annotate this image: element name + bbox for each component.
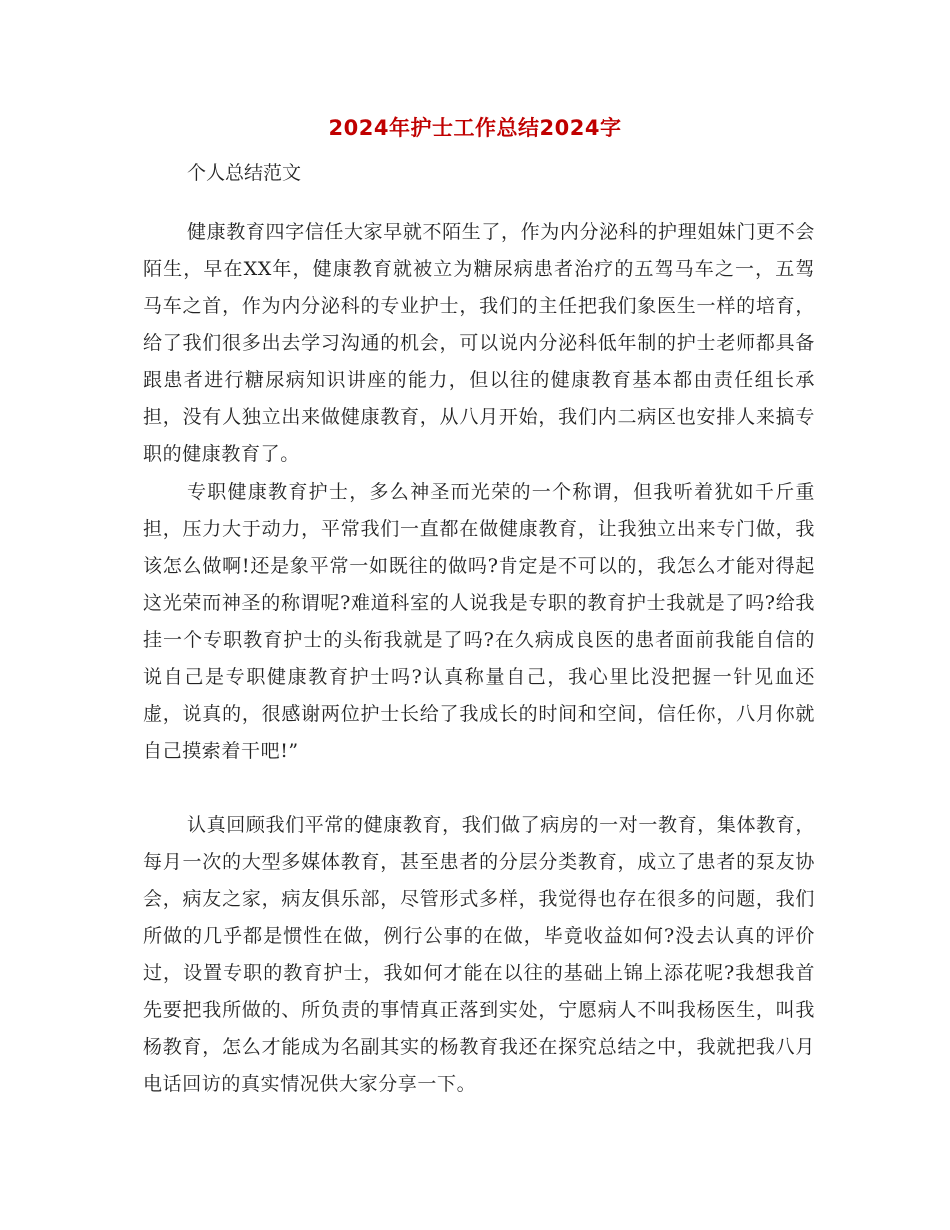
document-subtitle: 个人总结范文 — [187, 162, 302, 184]
document-title: 2024年护士工作总结2024字 — [328, 116, 622, 140]
paragraph-2: 专职健康教育护士，多么神圣而光荣的一个称谓，但我听着犹如千斤重担，压力大于动力，平常我们一直都在做健康教育，让我独立出来专门做，我该怎么做啊!还是象平常一如既往的做吗?肯定是不可以的，我怎么才能对得起这光荣而神圣的称谓呢?难道科室的人说我是专职的教育护士我就是了吗?给我挂一个专职教育护士的头衔我就是了吗?在久病成良医的患者面前我能自信的说自己是专职健康教育护士吗?认真称量自己，我心里比没把握一针见血还虚，说真的，很感谢两位护士长给了我成长的时间和空间，信任你，八月你就自己摸索着干吧!” — [143, 481, 815, 762]
paragraph-3: 认真回顾我们平常的健康教育，我们做了病房的一对一教育，集体教育，每月一次的大型多媒体教育，甚至患者的分层分类教育，成立了患者的泵友协会，病友之家，病友俱乐部，尽管形式多样，我觉得也存在很多的问题，我们所做的几乎都是惯性在做，例行公事的在做，毕竟收益如何?没去认真的评价过，设置专职的教育护士，我如何才能在以往的基础上锦上添花呢?我想我首先要把我所做的、所负责的事情真正落到实处，宁愿病人不叫我杨医生，叫我杨教育，怎么才能成为名副其实的杨教育我还在探究总结之中，我就把我八月电话回访的真实情况供大家分享一下。 — [143, 814, 815, 1095]
paragraph-1: 健康教育四字信任大家早就不陌生了，作为内分泌科的护理姐妹门更不会陌生，早在XX年，健康教育就被立为糖尿病患者治疗的五驾马车之一，五驾马车之首，作为内分泌科的专业护士，我们的主任把我们象医生一样的培育，给了我们很多出去学习沟通的机会，可以说内分泌科低年制的护士老师都具备跟患者进行糖尿病知识讲座的能力，但以往的健康教育基本都由责任组长承担，没有人独立出来做健康教育，从八月开始，我们内二病区也安排人来搞专职的健康教育了。 — [143, 221, 815, 465]
